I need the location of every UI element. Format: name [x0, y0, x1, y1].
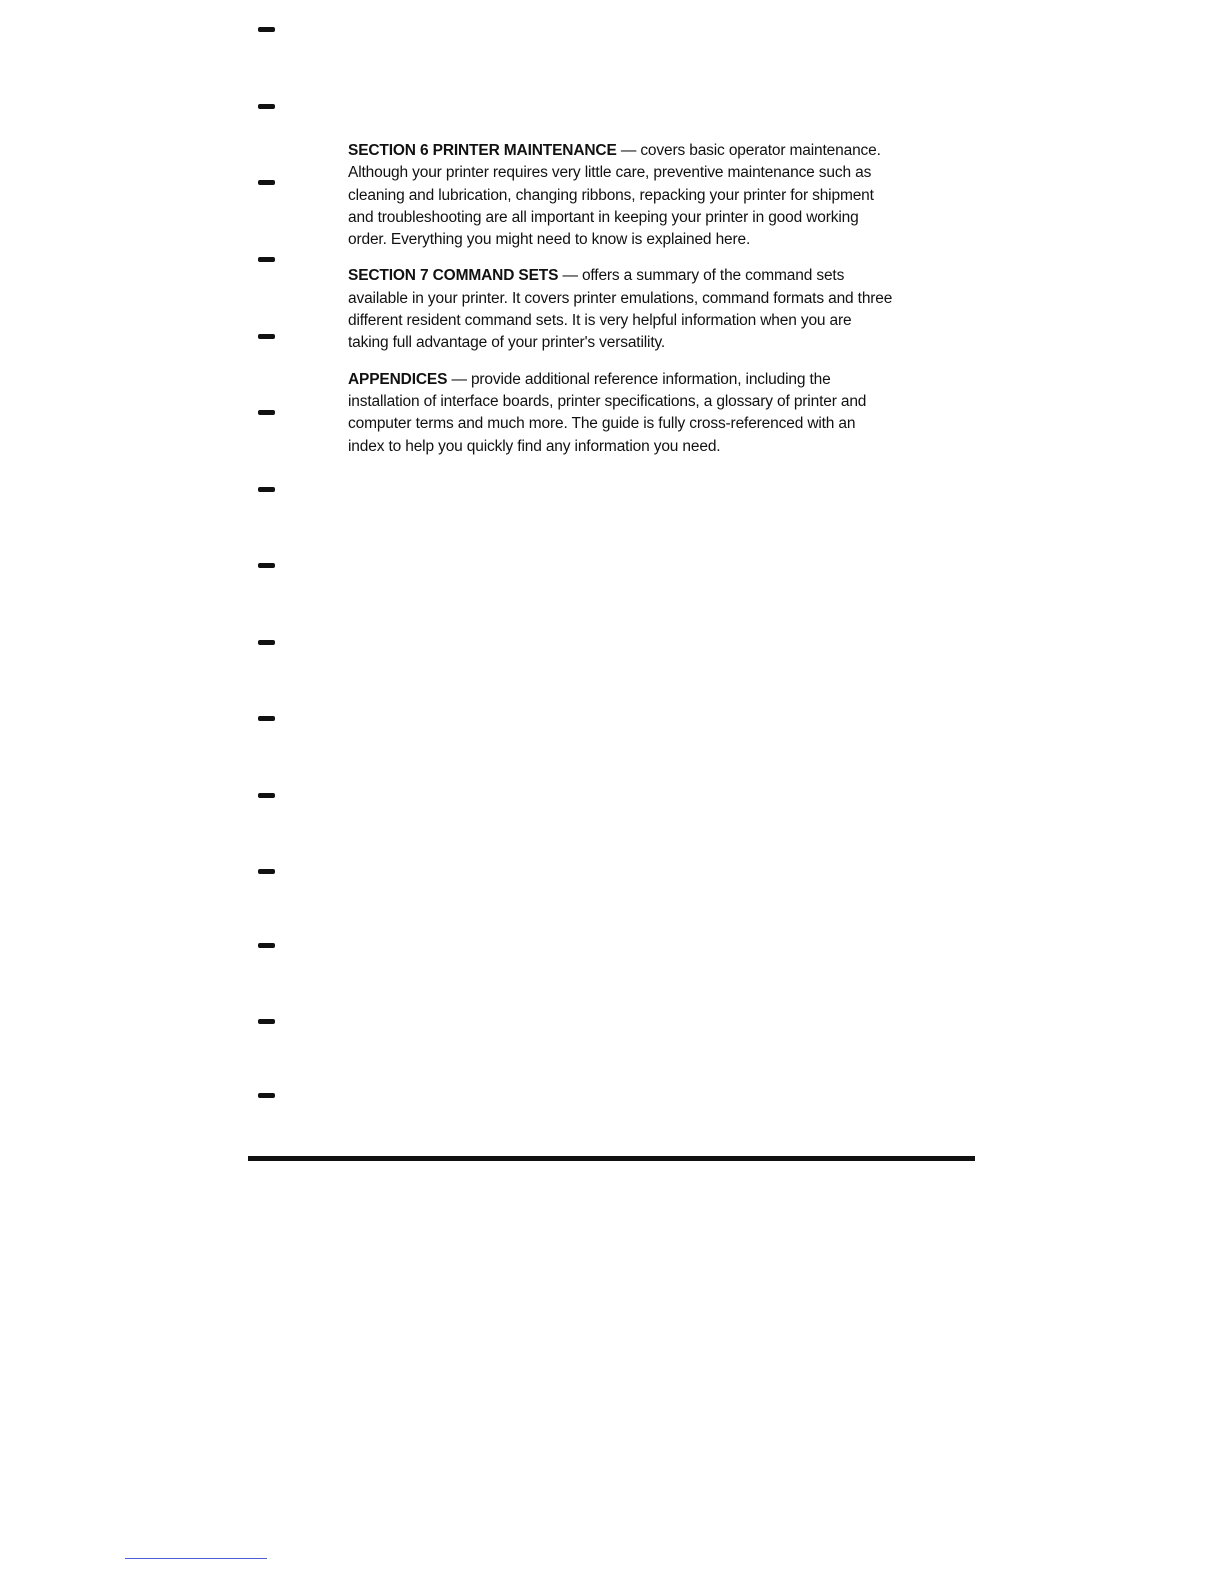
- binder-tick: [258, 1093, 275, 1098]
- document-body: [348, 140, 893, 472]
- section-6-text: — covers basic operator maintenance. Although your printer requires very little care, preventive maintenance such as cleaning and lubrication, changing ribbons, repacking your printer for shipment and troubleshooting are all important in keeping your printer in good working order. Everything you might need to know is explained here.: [348, 142, 881, 249]
- appendices-heading: APPENDICES: [348, 370, 448, 388]
- appendices-paragraph: [348, 369, 893, 458]
- footer-line: [125, 1558, 267, 1559]
- section-7-paragraph: [348, 265, 893, 354]
- binder-tick: [258, 563, 275, 568]
- binder-tick: [258, 334, 275, 339]
- binder-tick: [258, 869, 275, 874]
- binder-tick: [258, 410, 275, 415]
- appendices-text: — provide additional reference information, including the installation of interface boards, printer specifications, a glossary of printer and computer terms and much more. The guide is fully cross-referenced with an index to help you quickly find any information you need.: [348, 370, 867, 455]
- binder-tick: [258, 793, 275, 798]
- binder-tick: [258, 27, 275, 32]
- binder-tick: [258, 487, 275, 492]
- section-6-paragraph: [348, 140, 893, 251]
- section-7-heading: SECTION 7 COMMAND SETS: [348, 267, 559, 285]
- bottom-rule: [248, 1156, 975, 1161]
- binder-tick: [258, 716, 275, 721]
- binder-tick: [258, 104, 275, 109]
- binder-tick: [258, 1019, 275, 1024]
- binder-tick: [258, 943, 275, 948]
- section-7-text: — offers a summary of the command sets available in your printer. It covers printer emulations, command formats and three different resident command sets. It is very helpful information when you are taking full advantage of your printer's versatility.: [348, 267, 893, 352]
- section-6-heading: SECTION 6 PRINTER MAINTENANCE: [348, 142, 617, 159]
- binder-tick: [258, 640, 275, 645]
- binder-tick: [258, 180, 275, 185]
- binder-tick: [258, 257, 275, 262]
